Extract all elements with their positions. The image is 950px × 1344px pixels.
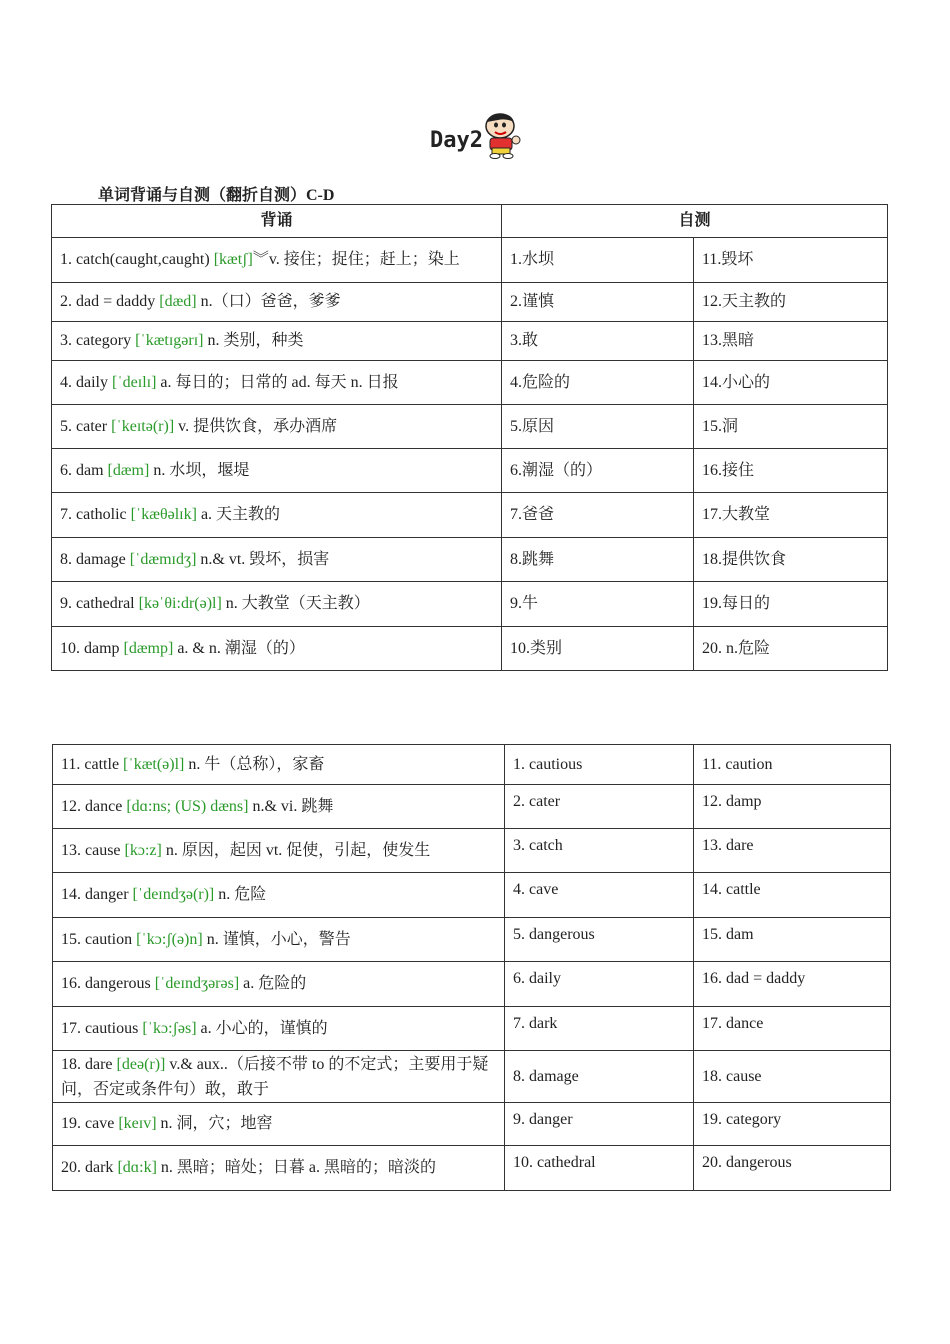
test-cell: 14. cattle: [694, 873, 891, 918]
word-cell: 6. dam [dæm] n. 水坝，堰堤: [52, 449, 502, 493]
table-row: [53, 962, 891, 1007]
test-cell: 3.敢: [502, 322, 694, 361]
word-cell: 10. damp [dæmp] a. & n. 潮湿（的）: [52, 627, 502, 671]
test-cell: 1. cautious: [505, 745, 694, 785]
table-row: [53, 873, 891, 918]
phonetic: [keɪv]: [118, 1115, 157, 1132]
test-cell: 20. n.危险: [694, 627, 888, 671]
word-cell: 3. category [ˈkætɪgərɪ] n. 类别，种类: [52, 322, 502, 361]
cartoon-boy-icon: [478, 110, 526, 160]
phonetic: [ˈkæt(ə)l]: [123, 755, 185, 773]
table-row: [52, 538, 888, 582]
test-cell: 12.天主教的: [694, 283, 888, 322]
test-cell: 7.爸爸: [502, 493, 694, 538]
phonetic: [ˈdeɪlɪ]: [112, 373, 157, 391]
word-cell: 15. caution [ˈkɔ:ʃ(ə)n] n. 谨慎，小心，警告: [53, 918, 505, 962]
vocab-table-1: [51, 204, 888, 671]
test-cell: 20. dangerous: [694, 1146, 891, 1191]
phonetic: [kəˈθi:dr(ə)l]: [138, 595, 222, 612]
test-cell: 14.小心的: [694, 361, 888, 405]
test-cell: 3. catch: [505, 829, 694, 873]
word-cell: 12. dance [dɑ:ns; (US) dæns] n.& vi. 跳舞: [53, 785, 505, 829]
test-cell: 5. dangerous: [505, 918, 694, 962]
header-recite: 背诵: [52, 205, 502, 238]
word-cell: 7. catholic [ˈkæθəlɪk] a. 天主教的: [52, 493, 502, 538]
word-cell: 11. cattle [ˈkæt(ə)l] n. 牛（总称），家畜: [53, 745, 505, 785]
table-row: [52, 361, 888, 405]
test-cell: 8.跳舞: [502, 538, 694, 582]
phonetic: [ˈkɔ:ʃ(ə)n]: [136, 930, 203, 948]
table-row: [52, 493, 888, 538]
test-cell: 2. cater: [505, 785, 694, 829]
test-cell: 17.大教堂: [694, 493, 888, 538]
word-cell: 1. catch(caught,caught) [kætʃ]︾v. 接住；捉住；赶上；染上: [52, 238, 502, 283]
word-cell: 16. dangerous [ˈdeɪndʒərəs] a. 危险的: [53, 962, 505, 1007]
table-row: [52, 283, 888, 322]
table-row: [52, 405, 888, 449]
word-cell: 5. cater [ˈkeɪtə(r)] v. 提供饮食，承办酒席: [52, 405, 502, 449]
word-cell: 13. cause [kɔ:z] n. 原因，起因 vt. 促使，引起，使发生: [53, 829, 505, 873]
vocab-table-2: [52, 744, 891, 1191]
test-cell: 4.危险的: [502, 361, 694, 405]
word-cell: 8. damage [ˈdæmɪdʒ] n.& vt. 毁坏，损害: [52, 538, 502, 582]
word-cell: 4. daily [ˈdeɪlɪ] a. 每日的；日常的 ad. 每天 n. 日报: [52, 361, 502, 405]
word-cell: 17. cautious [ˈkɔ:ʃəs] a. 小心的，谨慎的: [53, 1007, 505, 1051]
phonetic: [dæmp]: [123, 639, 174, 657]
test-cell: 11.毁坏: [694, 238, 888, 283]
phonetic: [kɔ:z]: [124, 841, 162, 859]
test-cell: 18.提供饮食: [694, 538, 888, 582]
word-cell: 2. dad = daddy [dæd] n.（口）爸爸，爹爹: [52, 283, 502, 322]
table-row: [53, 1007, 891, 1051]
table-row: [53, 1103, 891, 1146]
phonetic: [ˈkɔ:ʃəs]: [142, 1019, 197, 1037]
phonetic: [dæd]: [159, 293, 197, 310]
phonetic: [deə(r)]: [116, 1055, 166, 1073]
table-row: [53, 918, 891, 962]
table-row: [53, 1146, 891, 1191]
test-cell: 11. caution: [694, 745, 891, 785]
phonetic: [dæm]: [107, 461, 150, 479]
test-cell: 15. dam: [694, 918, 891, 962]
test-cell: 13. dare: [694, 829, 891, 873]
page-title: Day2: [430, 128, 483, 153]
test-cell: 15.洞: [694, 405, 888, 449]
phonetic: [dɑ:k]: [117, 1159, 157, 1176]
table-row: [53, 829, 891, 873]
table-row: [53, 1051, 891, 1103]
table-row: [52, 238, 888, 283]
header-self-test: 自测: [502, 205, 888, 238]
test-cell: 10.类别: [502, 627, 694, 671]
test-cell: 7. dark: [505, 1007, 694, 1051]
test-cell: 1.水坝: [502, 238, 694, 283]
test-cell: 4. cave: [505, 873, 694, 918]
test-cell: 13.黑暗: [694, 322, 888, 361]
phonetic: [ˈdæmɪdʒ]: [129, 550, 197, 568]
word-cell: 20. dark [dɑ:k] n. 黑暗；暗处；日暮 a. 黑暗的；暗淡的: [53, 1146, 505, 1191]
table-row: [53, 745, 891, 785]
table-row: [52, 449, 888, 493]
phonetic: [dɑ:ns; (US) dæns]: [126, 797, 249, 815]
phonetic: [ˈdeɪndʒərəs]: [154, 975, 240, 992]
test-cell: 8. damage: [505, 1051, 694, 1103]
word-cell: 18. dare [deə(r)] v.& aux..（后接不带 to 的不定式；主要用于疑问，否定或条件句）敢，敢于: [53, 1051, 505, 1103]
table-row: [53, 785, 891, 829]
test-cell: 6.潮湿（的）: [502, 449, 694, 493]
phonetic: [ˈkeɪtə(r)]: [111, 417, 175, 435]
phonetic: [ˈdeɪndʒə(r)]: [132, 886, 215, 903]
test-cell: 19. category: [694, 1103, 891, 1146]
test-cell: 10. cathedral: [505, 1146, 694, 1191]
table-row: [52, 582, 888, 627]
test-cell: 19.每日的: [694, 582, 888, 627]
test-cell: 9.牛: [502, 582, 694, 627]
table-row: [52, 627, 888, 671]
word-cell: 19. cave [keɪv] n. 洞，穴；地窖: [53, 1103, 505, 1146]
test-cell: 12. damp: [694, 785, 891, 829]
test-cell: 6. daily: [505, 962, 694, 1007]
test-cell: 2.谨慎: [502, 283, 694, 322]
section-subtitle: 单词背诵与自测（翻折自测）C-D: [98, 187, 335, 204]
test-cell: 9. danger: [505, 1103, 694, 1146]
test-cell: 17. dance: [694, 1007, 891, 1051]
phonetic: [ˈkætɪgərɪ]: [135, 332, 204, 349]
phonetic: [ˈkæθəlɪk]: [130, 506, 197, 523]
test-cell: 18. cause: [694, 1051, 891, 1103]
word-cell: 14. danger [ˈdeɪndʒə(r)] n. 危险: [53, 873, 505, 918]
word-cell: 9. cathedral [kəˈθi:dr(ə)l] n. 大教堂（天主教）: [52, 582, 502, 627]
test-cell: 16. dad = daddy: [694, 962, 891, 1007]
phonetic: [kætʃ]: [213, 251, 253, 268]
table-row: [52, 322, 888, 361]
test-cell: 16.接住: [694, 449, 888, 493]
test-cell: 5.原因: [502, 405, 694, 449]
